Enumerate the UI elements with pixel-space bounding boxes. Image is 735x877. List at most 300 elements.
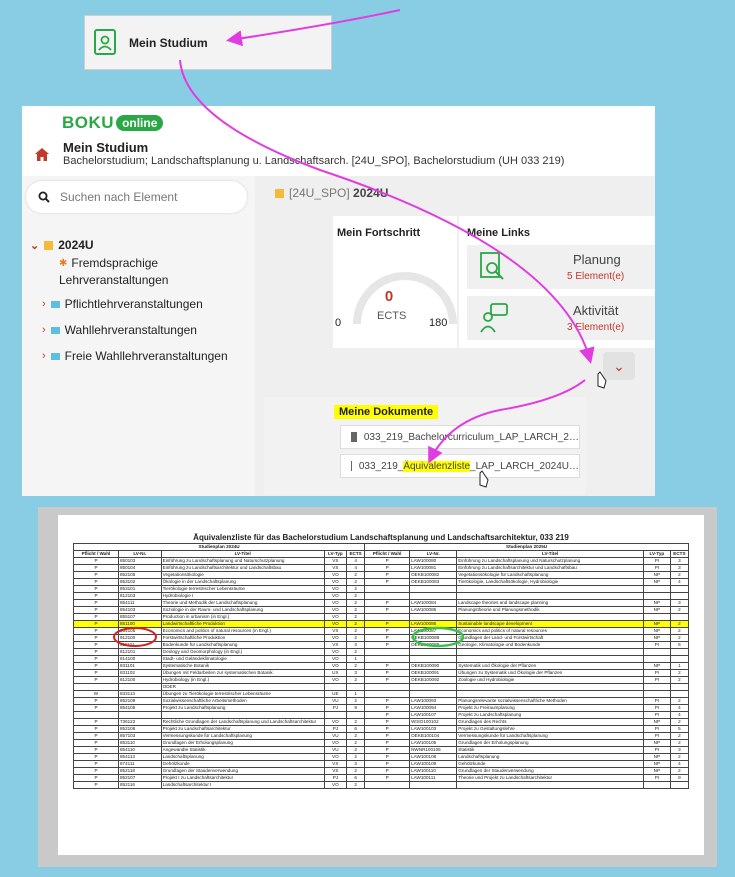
table-cell: 852116 (118, 782, 161, 789)
table-cell: 3 (670, 600, 688, 607)
link-label: Planung (573, 252, 621, 267)
table-cell: PJ (324, 775, 346, 782)
table-cell: P (365, 740, 410, 747)
table-cell: P (365, 747, 410, 754)
table-cell: 912100 (118, 635, 161, 642)
table-cell: 736122 (118, 719, 161, 726)
table-cell: 9 (670, 775, 688, 782)
table-cell: OEKB100104 (410, 733, 457, 740)
table-cell: VO (324, 656, 346, 663)
table-cell: P (74, 607, 119, 614)
table-cell: 2 (347, 593, 365, 600)
table-cell: Theorie und Projekt zu Landschaftsarchitektur (457, 775, 644, 782)
table-cell: Forstwirtschaftliche Produktion (161, 635, 324, 642)
table-cell: P (365, 565, 410, 572)
left-plan-header: Studienplan 2024U (74, 544, 365, 551)
table-cell: 2 (347, 579, 365, 586)
table-cell: Zoologie und Hydrobiologie (457, 677, 644, 684)
table-cell: VO (324, 740, 346, 747)
table-cell: Planungstheorie und Planungsmethodik (457, 607, 644, 614)
table-cell: VX (324, 761, 346, 768)
table-cell: VO (324, 754, 346, 761)
progress-title: Mein Fortschritt (337, 227, 421, 239)
table-cell: Übungen zu Systematik und Ökologie der Pflanzen (457, 670, 644, 677)
table-cell: NP (643, 579, 670, 586)
document-name-prefix: 033_219_ (358, 460, 404, 472)
logo-badge: online (116, 115, 163, 131)
documents-title: Meine Dokumente (334, 405, 438, 419)
arrow-to-document (430, 380, 585, 460)
table-cell: VS (324, 628, 346, 635)
table-cell: VO (324, 782, 346, 789)
table-cell: P (74, 600, 119, 607)
table-cell: Landschaftsplanung (161, 754, 324, 761)
tree-item-label: Freie Wahllehrveranstaltungen (64, 349, 228, 363)
table-cell: P (74, 663, 119, 670)
table-cell: LAW100103 (410, 726, 457, 733)
table-cell: Stadt- und Geländeklimatologie (161, 656, 324, 663)
table-cell: 3 (347, 670, 365, 677)
table-cell: P (365, 607, 410, 614)
hand-cursor-icon (598, 372, 606, 388)
table-cell: W (74, 691, 119, 698)
table-cell: PI (643, 705, 670, 712)
tree-child-line2: Lehrveranstaltungen (59, 273, 169, 287)
table-cell: P (74, 754, 119, 761)
table-cell: NP (643, 663, 670, 670)
table-cell: P (74, 558, 119, 565)
right-plan-header: Studienplan 2025U (365, 544, 689, 551)
table-cell: Einführung zu Landschaftsarchitektur und Landschaftsbau (457, 565, 644, 572)
table-cell: 2 (670, 677, 688, 684)
red-circle-marker (114, 628, 156, 646)
table-cell: P (74, 586, 119, 593)
table-cell: 851100 (118, 621, 161, 628)
table-cell: P (365, 621, 410, 628)
table-cell: Übungen mit Feldarbeiten zur systematischen Botanik (161, 670, 324, 677)
table-cell: P (74, 565, 119, 572)
table-cell: P (74, 635, 119, 642)
table-cell: VO (324, 593, 346, 600)
table-cell: 3 (670, 747, 688, 754)
table-cell: 854103 (118, 607, 161, 614)
table-cell: Grundlagen der Erholungsplanung (161, 740, 324, 747)
table-cell: 6 (347, 775, 365, 782)
table-cell: OEKB100090 (410, 663, 457, 670)
table-cell: 1 (347, 656, 365, 663)
table-cell: NWNR100106 (410, 747, 457, 754)
table-cell: OEKB100082 (410, 572, 457, 579)
table-cell: LAW100094 (410, 705, 457, 712)
table-cell: 2 (347, 747, 365, 754)
table-cell: 2 (670, 621, 688, 628)
chevron-right-icon: › (42, 324, 46, 336)
table-cell: P (365, 628, 410, 635)
table-cell: P (74, 719, 119, 726)
table-cell: 2 (347, 586, 365, 593)
column-header: ECTS (347, 551, 365, 558)
table-cell: P (74, 705, 119, 712)
table-cell: LAW100109 (410, 761, 457, 768)
table-cell: LAW100086 (410, 621, 457, 628)
column-header: LV-Titel (161, 551, 324, 558)
table-cell: 853110 (118, 740, 161, 747)
progress-max: 180 (429, 317, 448, 329)
table-cell: 852118 (118, 768, 161, 775)
table-cell: 833113 (118, 691, 161, 698)
table-cell: PJ (324, 705, 346, 712)
table-cell: P (74, 698, 119, 705)
table-cell: 852106 (118, 726, 161, 733)
table-cell: P (74, 572, 119, 579)
table-cell: P (365, 635, 410, 642)
table-cell: 852105 (118, 572, 161, 579)
table-cell: LAW100084 (410, 600, 457, 607)
table-cell: Projekt I zu Landschaftsarchitektur (161, 775, 324, 782)
table-cell: Projekt zu Landschaftsplanung (161, 705, 324, 712)
table-cell: 854106 (118, 628, 161, 635)
table-cell: P (365, 761, 410, 768)
table-cell: P (365, 719, 410, 726)
table-cell: 2 (347, 649, 365, 656)
table-cell: 5 (670, 726, 688, 733)
table-cell: P (365, 642, 410, 649)
table-cell: Theorie und Methodik der Landschaftsplanung (161, 600, 324, 607)
table-cell: 4 (347, 558, 365, 565)
mein-studium-label: Mein Studium (129, 35, 208, 50)
table-cell: PI (643, 726, 670, 733)
table-cell: P (365, 754, 410, 761)
column-header: ECTS (670, 551, 688, 558)
table-cell: Hydrobiology (in Engl.) (161, 677, 324, 684)
table-cell: 850103 (118, 558, 161, 565)
progress-value: 0 (384, 288, 394, 305)
chevron-down-icon: ⌄ (30, 239, 40, 252)
logo-text: BOKU (62, 113, 115, 132)
table-cell: P (365, 600, 410, 607)
table-cell: P (74, 733, 119, 740)
table-cell: VO (324, 614, 346, 621)
table-cell: Production in urbanism (in Engl.) (161, 614, 324, 621)
table-cell: VO (324, 572, 346, 579)
table-cell: P (74, 628, 119, 635)
table-cell: 812101 (118, 649, 161, 656)
table-cell: Landschaftsplanung (457, 754, 644, 761)
table-cell: Geologie, Klimatologie und Bodenkunde (457, 642, 644, 649)
table-cell: NP (643, 628, 670, 635)
table-cell: 2 (670, 740, 688, 747)
table-cell: Projekt zu Landschaftsplanung (457, 712, 644, 719)
table-cell: Economics and politics of natural resources (457, 628, 644, 635)
table-cell: 2 (347, 614, 365, 621)
table-cell: Vermessungskunde für Landschaftsplanung (457, 733, 644, 740)
table-cell: Grundlagen des Rechts (457, 719, 644, 726)
table-cell: Tierökologie, Landschaftsökologie, Hydrobiologie (457, 579, 644, 586)
table-cell: 3 (670, 565, 688, 572)
table-cell: Statistik (457, 747, 644, 754)
tree-item-label: Wahllehrveranstaltungen (64, 323, 197, 337)
table-cell: 2 (347, 677, 365, 684)
table-cell: LAW100105 (410, 740, 457, 747)
table-cell: P (74, 782, 119, 789)
table-cell: 853101 (118, 586, 161, 593)
tree-root-label: 2024U (58, 238, 94, 252)
table-cell: Ökologie in der Landschaftsplanung (161, 579, 324, 586)
table-cell: 857103 (118, 733, 161, 740)
table-cell: P (365, 768, 410, 775)
arrow-to-mein-studium (230, 10, 400, 40)
table-cell: 2 (347, 782, 365, 789)
table-cell: VO (324, 579, 346, 586)
table-cell: Gehölzkunde (457, 761, 644, 768)
table-cell: VU (324, 733, 346, 740)
table-cell: VO (324, 586, 346, 593)
table-cell: OEKB100091 (410, 670, 457, 677)
table-cell: 2 (347, 628, 365, 635)
table-cell: Angewandte Statistik (161, 747, 324, 754)
table-cell: PI (643, 642, 670, 649)
table-cell: 6 (347, 726, 365, 733)
table-cell: 2 (670, 719, 688, 726)
table-cell: WISO100102 (410, 719, 457, 726)
table-cell: VO (324, 607, 346, 614)
chevron-right-icon: › (42, 350, 46, 362)
table-cell: Landschaftsarchitektur I (161, 782, 324, 789)
table-cell: 2 (347, 740, 365, 747)
table-cell: P (365, 698, 410, 705)
table-cell: Grundlagen der Staudenverwendung (161, 768, 324, 775)
table-cell: P (74, 593, 119, 600)
table-cell: Sozialwissenschaftliche Arbeitsmethoden (161, 698, 324, 705)
table-cell: 854111 (118, 600, 161, 607)
table-cell: Systematik und Ökologie der Pflanzen (457, 663, 644, 670)
table-cell: LAW100080 (410, 558, 457, 565)
table-cell: P (365, 558, 410, 565)
table-cell: PI (643, 775, 670, 782)
table-cell: 2 (347, 572, 365, 579)
table-cell: P (365, 712, 410, 719)
table-cell: VO (324, 677, 346, 684)
table-cell: PI (643, 677, 670, 684)
progress-min: 0 (335, 317, 342, 329)
table-cell: Grundlagen der Staudenverwendung (457, 768, 644, 775)
chevron-down-icon: ⌄ (613, 358, 625, 374)
table-cell: PI (643, 712, 670, 719)
table-cell: LAW100111 (410, 775, 457, 782)
table-cell: 814100 (118, 656, 161, 663)
table-cell: VO (324, 719, 346, 726)
table-cell: 3 (347, 642, 365, 649)
table-cell: Economics and politics of natural resources (in Engl.) (161, 628, 324, 635)
table-cell: LAW100085 (410, 607, 457, 614)
chevron-right-icon: › (42, 298, 46, 310)
table-cell: 2 (347, 754, 365, 761)
table-cell: NP (643, 607, 670, 614)
table-cell: Gehölzkunde (161, 761, 324, 768)
table-cell: P (365, 705, 410, 712)
table-cell: 2 (347, 621, 365, 628)
table-cell: LAW100110 (410, 768, 457, 775)
table-cell: 2 (347, 698, 365, 705)
table-cell: 3 (670, 558, 688, 565)
table-cell: LAW100087 (410, 628, 457, 635)
table-cell: P (74, 677, 119, 684)
table-cell: VO (324, 600, 346, 607)
table-cell: P (365, 733, 410, 740)
table-cell: LAW100108 (410, 754, 457, 761)
table-cell: Landwirtschaftliche Produktion (161, 621, 324, 628)
table-cell: P (74, 740, 119, 747)
table-cell: VO (324, 635, 346, 642)
hand-cursor-icon (480, 471, 488, 487)
table-cell: Systematische Botanik (161, 663, 324, 670)
table-cell: 6 (670, 642, 688, 649)
table-cell: P (365, 670, 410, 677)
table-cell: Soziologie in der Raum- und Landschaftsplanung (161, 607, 324, 614)
table-cell: Einführung zu Landschaftsarchitektur und Landschaftsbau (161, 565, 324, 572)
table-cell: P (74, 614, 119, 621)
table-cell: 2 (347, 635, 365, 642)
table-cell: 850104 (118, 565, 161, 572)
table-cell: 4 (670, 579, 688, 586)
table-cell: LAW100107 (410, 712, 457, 719)
table-cell: NP (643, 600, 670, 607)
page-subtitle: Bachelorstudium; Landschaftsplanung u. Landschaftsarch. [24U_SPO], Bachelorstudium (UH 033 219) (63, 155, 565, 167)
table-cell: 2 (347, 607, 365, 614)
table-cell: VU (324, 698, 346, 705)
table-cell: Projekt zu Gestaltungslehre (457, 726, 644, 733)
table-cell: Projekt zu Landschaftsarchitektur (161, 726, 324, 733)
table-cell: VU (324, 747, 346, 754)
table-cell: Bodenkunde für Landschaftsplanung (161, 642, 324, 649)
table-cell: Geology and Geomorphology (in Engl.) (161, 649, 324, 656)
table-cell: P (365, 775, 410, 782)
table-cell: 2 (670, 768, 688, 775)
table-cell: P (365, 726, 410, 733)
table-cell: ODER (161, 684, 324, 691)
table-cell: Projekt zu Freiraumplanung (457, 705, 644, 712)
link-label: Aktivität (573, 303, 619, 318)
table-cell: PI (643, 733, 670, 740)
table-cell: P (74, 621, 119, 628)
breadcrumb-code: [24U_SPO] (289, 186, 350, 200)
column-header: LV-Nr. (118, 551, 161, 558)
table-cell: Vermessungskunde für Landschaftsplanung (161, 733, 324, 740)
table-cell: 852107 (118, 775, 161, 782)
table-cell: Rechtliche Grundlagen der Landschaftsplanung und Landschaftsarchitektur (161, 719, 324, 726)
table-cell: 2 (670, 698, 688, 705)
table-cell: OEKB100083 (410, 579, 457, 586)
page-title: Mein Studium (63, 140, 149, 155)
table-cell: VS (324, 565, 346, 572)
table-cell: 1 (347, 691, 365, 698)
table-cell: Grundlagen der Land- und Forstwirtschaft (457, 635, 644, 642)
table-cell: 831102 (118, 670, 161, 677)
table-cell: VO (324, 621, 346, 628)
table-cell: P (74, 761, 119, 768)
table-cell: OEKB100089 (410, 642, 457, 649)
link-count: 5 Element(e) (567, 271, 625, 282)
table-cell: Sustainable landscape development (457, 621, 644, 628)
table-cell: 911101 (118, 642, 161, 649)
table-title: Äquivalenzliste für das Bachelorstudium Landschaftsplanung und Landschaftsarchitektur, 033 219 (193, 533, 569, 542)
table-cell: NP (643, 740, 670, 747)
table-cell: P (74, 747, 119, 754)
table-cell: P (365, 579, 410, 586)
table-cell: 4 (347, 565, 365, 572)
table-cell: P (74, 670, 119, 677)
table-cell: 2 (347, 733, 365, 740)
document-name: 033_219_Bachelorcurriculum_LAP_LARCH_2… (363, 431, 579, 443)
table-cell: 2 (670, 733, 688, 740)
table-cell: 854113 (118, 754, 161, 761)
column-header: Pflicht / Wahl (74, 551, 119, 558)
table-cell: Grundlagen der Erholungsplanung (457, 740, 644, 747)
column-header: LV-Typ (324, 551, 346, 558)
table-cell: 2 (670, 754, 688, 761)
table-cell: P (74, 726, 119, 733)
table-cell: 1 (670, 663, 688, 670)
green-circle-marker (413, 628, 463, 646)
table-cell: Übungen zu Tierökologie terrestrischer Lebensräume (161, 691, 324, 698)
table-cell: 812100 (118, 677, 161, 684)
table-cell: PI (643, 558, 670, 565)
table-cell: VS (324, 558, 346, 565)
search-placeholder: Suchen nach Element (60, 190, 178, 204)
table-cell: NP (643, 761, 670, 768)
table-cell: VO (324, 649, 346, 656)
table-cell: 855107 (118, 614, 161, 621)
links-title: Meine Links (467, 227, 530, 239)
table-cell: 4 (670, 761, 688, 768)
table-cell: P (365, 572, 410, 579)
table-cell: Einführung zu Landschaftsplanung und Naturschutzplanung (457, 558, 644, 565)
table-cell: PI (643, 565, 670, 572)
table-cell: 854105 (118, 705, 161, 712)
table-cell: NP (643, 719, 670, 726)
table-cell: NP (643, 572, 670, 579)
table-cell: P (74, 579, 119, 586)
column-header: LV-Nr. (410, 551, 457, 558)
table-cell: 831101 (118, 663, 161, 670)
table-cell: 2 (347, 719, 365, 726)
tree-item-label: Pflichtlehrveranstaltungen (64, 297, 203, 311)
table-cell: OEKB100088 (410, 635, 457, 642)
table-cell: PJ (324, 726, 346, 733)
breadcrumb-year: 2024U (353, 186, 389, 200)
table-cell: 3 (347, 761, 365, 768)
table-cell: Landscape theories and landscape planning (457, 600, 644, 607)
document-name-highlight: Äquivalenzliste (403, 460, 471, 472)
table-cell: 2 (670, 607, 688, 614)
table-cell: 874111 (118, 761, 161, 768)
table-cell: OEKB100092 (410, 677, 457, 684)
column-header: Pflicht / Wahl (365, 551, 410, 558)
document-name-suffix: _LAP_LARCH_2024U… (470, 460, 579, 472)
table-cell: NP (643, 621, 670, 628)
column-header: LV-Typ (643, 551, 670, 558)
table-cell: 2 (347, 768, 365, 775)
table-cell: UX (324, 670, 346, 677)
table-cell: Hydrobiologie I (161, 593, 324, 600)
table-cell: PI (643, 670, 670, 677)
link-count: 3 Element(e) (567, 322, 625, 333)
table-cell: P (74, 768, 119, 775)
table-cell: 2 (670, 670, 688, 677)
table-cell: P (74, 656, 119, 663)
table-cell: P (365, 677, 410, 684)
table-cell: PI (643, 698, 670, 705)
